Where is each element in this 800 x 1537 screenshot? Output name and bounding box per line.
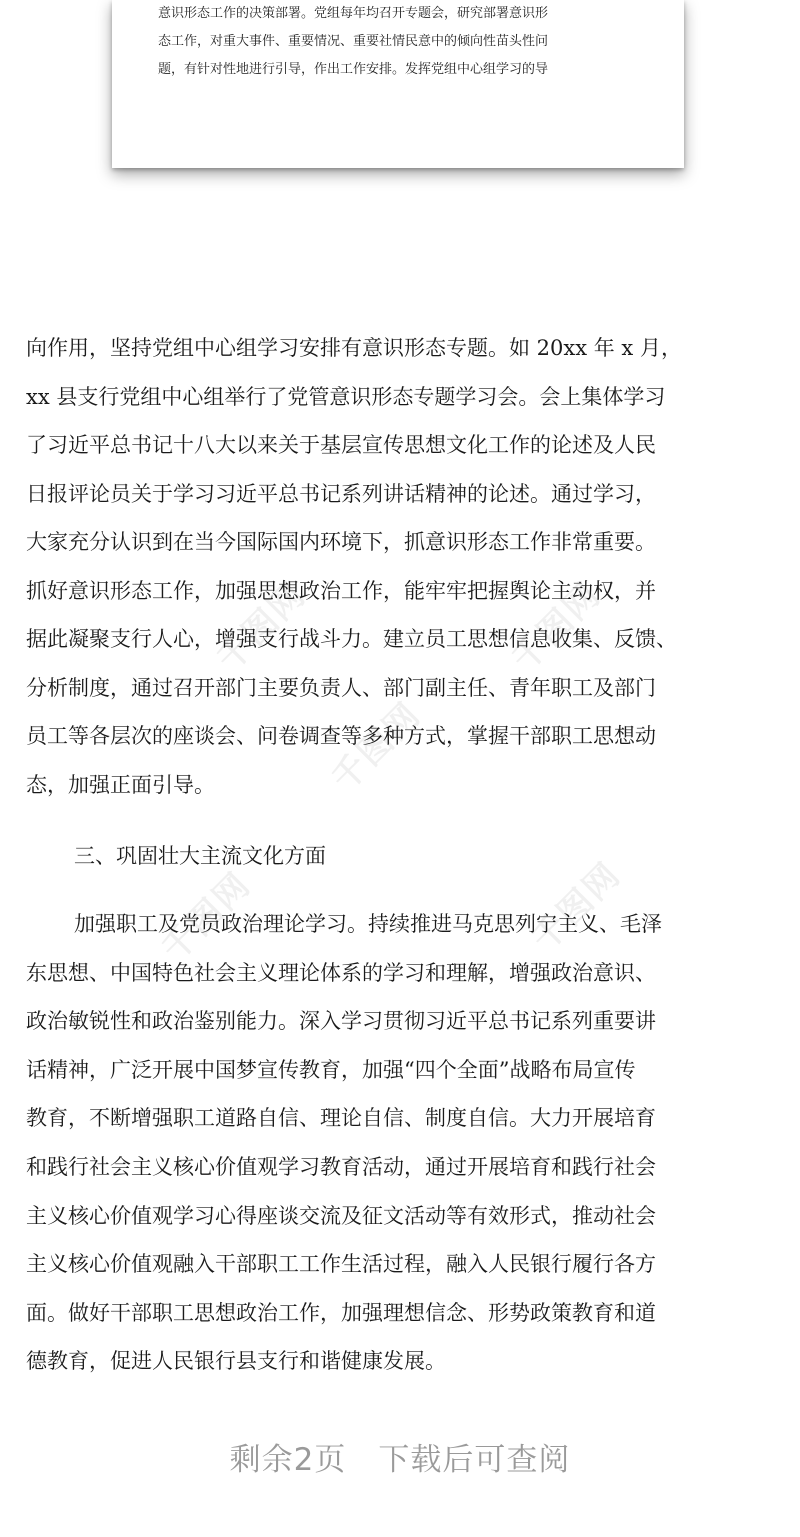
section-line: 话精神，广泛开展中国梦宣传教育，加强“四个全面”战略布局宣传 — [26, 1057, 636, 1082]
card-line: 题，有针对性地进行引导，作出工作安排。发挥党组中心组学习的导 — [158, 62, 549, 77]
section-line: 和践行社会主义核心价值观学习教育活动，通过开展培育和践行社会 — [26, 1154, 656, 1179]
watermark: 千图网 — [504, 574, 609, 680]
section-heading: 三、巩固壮大主流文化方面 — [74, 844, 326, 868]
section-line: 政治敏锐性和政治鉴别能力。深入学习贯彻习近平总书记系列重要讲 — [26, 1009, 656, 1034]
section-line: 加强职工及党员政治理论学习。持续推进马克思列宁主义、毛泽 — [74, 912, 662, 936]
body-line: 日报评论员关于学习习近平总书记系列讲话精神的论述。通过学习， — [26, 481, 656, 506]
card-line: 意识形态工作的决策部署。党组每年均召开专题会，研究部署意识形 — [158, 6, 549, 21]
body-line: xx 县支行党组中心组举行了党管意识形态专题学习会。会上集体学习 — [26, 384, 666, 409]
remaining-pages-notice: 剩余2页 下载后可查阅 — [229, 1442, 571, 1478]
body-line: 员工等各层次的座谈会、问卷调查等多种方式，掌握干部职工思想动 — [26, 724, 656, 748]
section-line: 德教育，促进人民银行县支行和谐健康发展。 — [26, 1349, 446, 1374]
watermark: 千图网 — [324, 694, 429, 800]
section-paragraph — [26, 900, 778, 1386]
body-line: 了习近平总书记十八大以来关于基层宣传思想文化工作的论述及人民 — [26, 433, 656, 457]
body-line: 抓好意识形态工作，加强思想政治工作，能牢牢把握舆论主动权，并 — [26, 578, 656, 603]
body-line: 据此凝聚支行人心，增强支行战斗力。建立员工思想信息收集、反馈、 — [26, 627, 677, 651]
previous-page-text — [158, 0, 648, 84]
section-line: 主义核心价值观融入干部职工工作生活过程，融入人民银行履行各方 — [26, 1252, 656, 1277]
section-line: 教育，不断增强职工道路自信、理论自信、制度自信。大力开展培育 — [26, 1106, 656, 1131]
card-line: 态工作，对重大事件、重要情况、重要社情民意中的倾向性苗头性问 — [158, 34, 549, 49]
watermark: 千图网 — [209, 574, 314, 680]
previous-page-card — [112, 0, 684, 168]
section-line: 东思想、中国特色社会主义理论体系的学习和理解，增强政治意识、 — [26, 960, 656, 985]
body-line: 向作用，坚持党组中心组学习安排有意识形态专题。如 20xx 年 x 月， — [26, 336, 682, 360]
watermark: 千图网 — [524, 854, 629, 960]
body-line: 大家充分认识到在当今国际国内环境下，抓意识形态工作非常重要。 — [26, 530, 656, 554]
section-line: 面。做好干部职工思想政治工作，加强理想信念、形势政策教育和道 — [26, 1300, 656, 1325]
watermark: 千图网 — [154, 864, 259, 970]
body-line: 分析制度，通过召开部门主要负责人、部门副主任、青年职工及部门 — [26, 675, 656, 700]
body-paragraph — [26, 324, 778, 809]
body-line: 态，加强正面引导。 — [26, 772, 215, 797]
section-line: 主义核心价值观学习心得座谈交流及征文活动等有效形式，推动社会 — [26, 1203, 656, 1228]
